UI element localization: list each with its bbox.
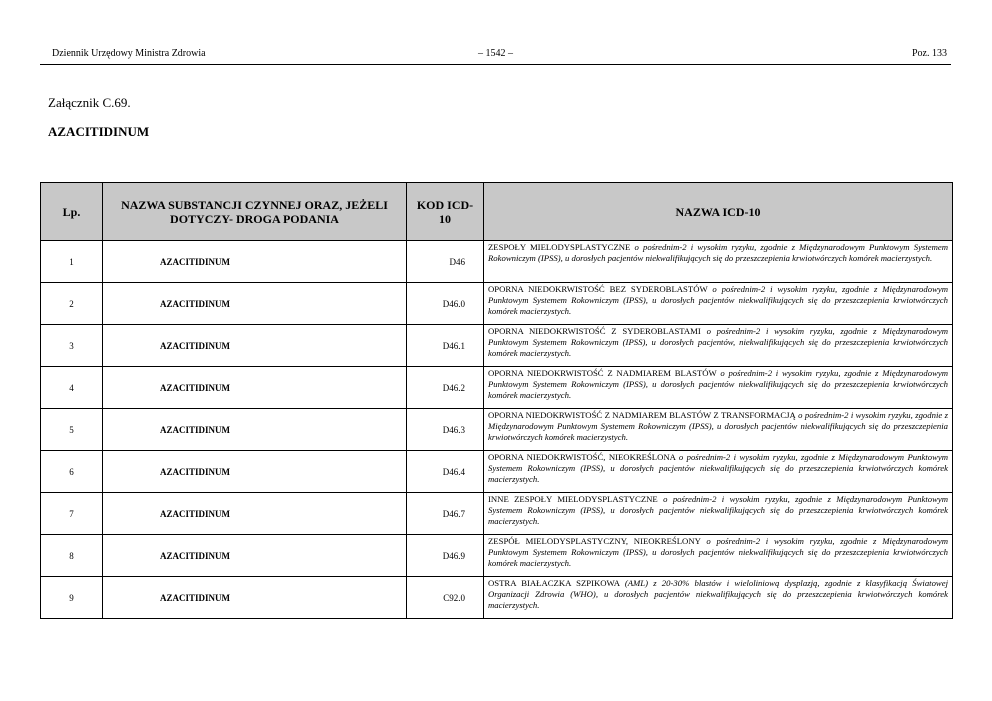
row-code: D46.4 [407,451,484,493]
row-code: D46.1 [407,325,484,367]
row-lp: 9 [41,577,103,619]
row-icd-name [484,325,953,367]
row-icd-name [484,577,953,619]
icd-name-caps: ZESPOŁY MIELODYSPLASTYCZNE [488,242,631,252]
row-substance: AZACITIDINUM [103,325,407,367]
row-code: D46.0 [407,283,484,325]
row-substance: AZACITIDINUM [103,283,407,325]
header-rule [40,64,951,65]
table-row [41,409,953,451]
icd-name-description: o pośrednim-2 i wysokim ryzyku, zgodnie z Międzynarodowym Punktowym Systemem Rokowniczym (IPSS), u dorosłych pacjentów niekwalifikujących się do przeszczepienia krwiotwórczych komórek macierzystych. [488,242,948,263]
row-substance: AZACITIDINUM [103,577,407,619]
icd-name-caps: OPORNA NIEDOKRWISTOŚĆ Z NADMIAREM BLASTÓW Z TRANSFORMACJĄ [488,410,796,420]
row-icd-name [484,283,953,325]
row-icd-name [484,409,953,451]
row-code: D46.2 [407,367,484,409]
table-header-row [41,183,953,241]
table-row [41,577,953,619]
table-body [41,241,953,619]
row-icd-name [484,493,953,535]
row-icd-name [484,367,953,409]
icd-name-description: o pośrednim-2 i wysokim ryzyku, zgodnie z Międzynarodowym Punktowym Systemem Rokowniczym (IPSS), u dorosłych pacjentów, niekwalifikujących się do przeszczepienia krwiotwórczych komórek macierzystych. [488,326,949,358]
row-substance: AZACITIDINUM [103,367,407,409]
row-substance: AZACITIDINUM [103,535,407,577]
table-row [41,241,953,283]
icd-name-caps: OPORNA NIEDOKRWISTOŚĆ Z NADMIAREM BLASTÓW [488,368,717,378]
row-code: D46.3 [407,409,484,451]
icd-name-description: o pośrednim-2 i wysokim ryzyku, zgodnie z Międzynarodowym Punktowym Systemem Rokowniczym (IPSS), u dorosłych pacjentów niekwalifikujących się do przeszczepienia krwiotwórczych komórek macierzystych. [488,368,948,400]
row-substance: AZACITIDINUM [103,451,407,493]
row-substance: AZACITIDINUM [103,493,407,535]
row-icd-name [484,535,953,577]
row-lp: 2 [41,283,103,325]
row-icd-name [484,241,953,283]
document-title: AZACITIDINUM [48,124,150,139]
page-number: – 1542 – [478,48,513,59]
icd-name-description: o pośrednim-2 i wysokim ryzyku, zgodnie z Międzynarodowym Punktowym Systemem Rokowniczym (IPSS), u dorosłych pacjentów niekwalifikujących się do przeszczepienia krwiotwórczych komórek macierzystych. [488,284,949,316]
icd-name-caps: OPORNA NIEDOKRWISTOŚĆ Z SYDEROBLASTAMI [488,326,701,336]
row-icd-name [484,451,953,493]
icd-name-caps: ZESPÓŁ MIELODYSPLASTYCZNY, NIEOKREŚLONY [488,536,701,546]
icd-name-caps: OSTRA BIAŁACZKA SZPIKOWA [488,578,620,588]
icd-name-description: o pośrednim-2 i wysokim ryzyku, zgodnie z Międzynarodowym Punktowym Systemem Rokowniczym (IPSS), u dorosłych pacjentów niekwalifikujących się do przeszczepienia krwiotwórczych komórek macierzystych. [488,410,948,442]
header-code: KOD ICD-10 [407,183,484,241]
table-row [41,325,953,367]
header-icd-name: NAZWA ICD-10 [484,183,953,241]
table-row [41,451,953,493]
annex-label: Załącznik C.69. [48,95,131,110]
icd-name-caps: INNE ZESPOŁY MIELODYSPLASTYCZNE [488,494,658,504]
row-lp: 4 [41,367,103,409]
icd-name-description: (AML) z 20-30% blastów i wieloliniową dysplazją, zgodnie z klasyfikacją Światowej Organizacji Zdrowia (WHO), u dorosłych pacjentów niekwalifikujących się do przeszczepienia krwiotwórczych komórek macierzystych. [488,578,948,610]
icd-name-description: o pośrednim-2 i wysokim ryzyku, zgodnie z Międzynarodowym Punktowym Systemem Rokowniczym (IPSS), u dorosłych pacjentów niekwalifikujących się do przeszczepienia krwiotwórczych komórek macierzystych. [488,452,949,484]
icd-name-caps: OPORNA NIEDOKRWISTOŚĆ BEZ SYDEROBLASTÓW [488,284,708,294]
icd-name-description: o pośrednim-2 i wysokim ryzyku, zgodnie z Międzynarodowym Punktowym Systemem Rokowniczym (IPSS), u dorosłych pacjentów niekwalifikujących się do przeszczepienia krwiotwórczych komórek macierzystych. [488,494,949,526]
row-lp: 6 [41,451,103,493]
header-lp: Lp. [41,183,103,241]
row-lp: 8 [41,535,103,577]
icd-table [40,182,953,619]
table-row [41,535,953,577]
journal-name: Dziennik Urzędowy Ministra Zdrowia [52,48,206,59]
row-substance: AZACITIDINUM [103,241,407,283]
header-substance: NAZWA SUBSTANCJI CZYNNEJ ORAZ, JEŻELI DOTYCZY- DROGA PODANIA [103,183,407,241]
table-row [41,493,953,535]
row-code: C92.0 [407,577,484,619]
table-row [41,283,953,325]
page-header [40,44,951,64]
row-substance: AZACITIDINUM [103,409,407,451]
icd-name-caps: OPORNA NIEDOKRWISTOŚĆ, NIEOKREŚLONA [488,452,676,462]
row-code: D46 [407,241,484,283]
row-code: D46.9 [407,535,484,577]
row-lp: 1 [41,241,103,283]
table-row [41,367,953,409]
row-lp: 5 [41,409,103,451]
row-lp: 7 [41,493,103,535]
icd-name-description: o pośrednim-2 i wysokim ryzyku, zgodnie z Międzynarodowym Punktowym Systemem Rokowniczym (IPSS), u dorosłych pacjentów niekwalifikujących się do przeszczepienia krwiotwórczych komórek macierzystych. [488,536,948,568]
row-code: D46.7 [407,493,484,535]
row-lp: 3 [41,325,103,367]
position-number: Poz. 133 [912,48,947,59]
